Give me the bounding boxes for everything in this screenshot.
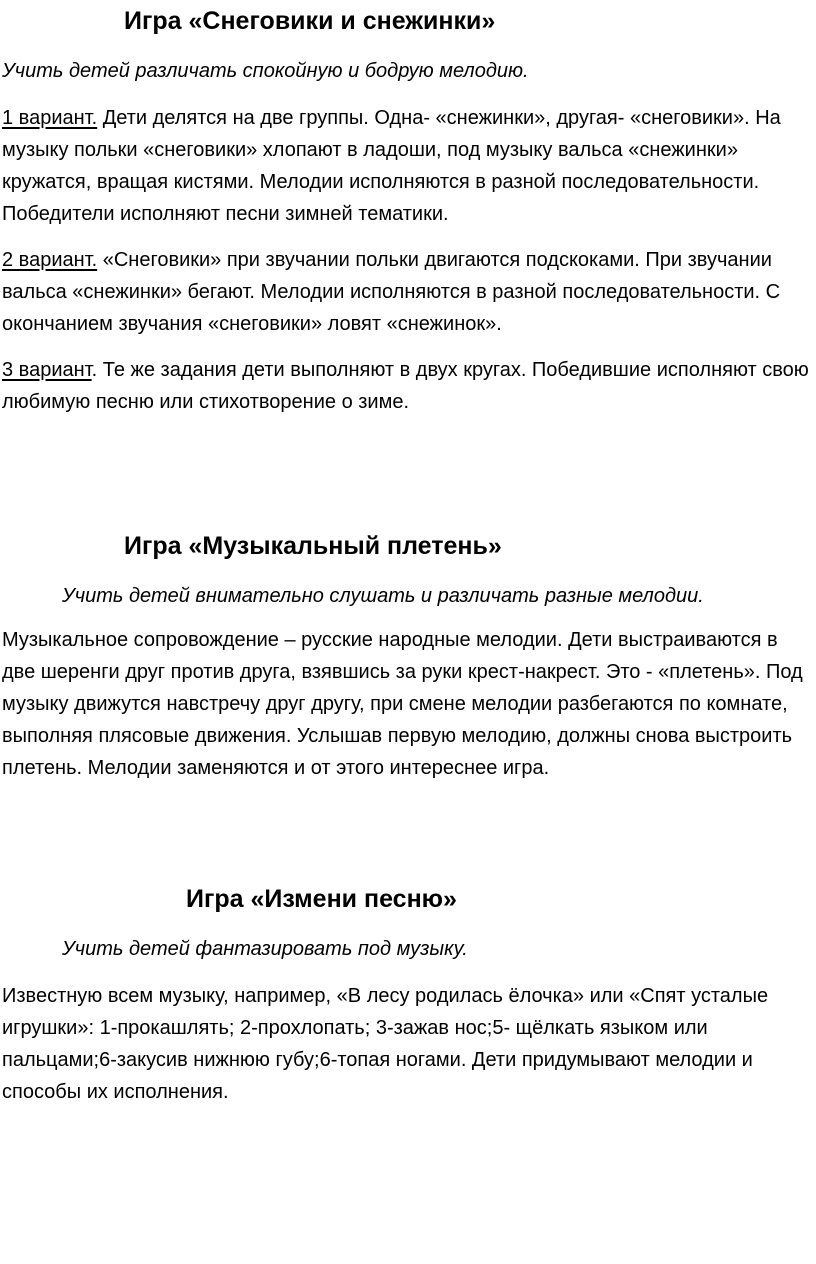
variant3-text: . Те же задания дети выполняют в двух кругах. Победившие исполняют свою любимую песню или стихотворение о зиме.: [2, 359, 809, 413]
game1-variant1: [2, 102, 814, 230]
variant3-label: 3 вариант: [2, 359, 92, 381]
variant2-label: 2 вариант.: [2, 249, 98, 271]
game3-description: Известную всем музыку, например, «В лесу родилась ёлочка» или «Спят усталые игрушки»: 1-прокашлять; 2-прохлопать; 3-зажав нос;5- щёлкать языком или пальцами;6-закусив нижнюю губу;6-топая ногами. Дети придумывают мелодии и способы их исполнения.: [2, 985, 769, 1103]
game2-description: Музыкальное сопровождение – русские народные мелодии. Дети выстраиваются в две шеренги друг против друга, взявшись за руки крест-накрест. Это - «плетень». Под музыку движутся навстречу друг другу, при смене мелодии разбегаются по комнате, выполняя плясовые движения. Услышав первую мелодию, должны снова выстроить плетень. Мелодии заменяются и от этого интереснее игра.: [2, 629, 803, 779]
variant1-text: Дети делятся на две группы. Одна- «снежинки», другая- «снеговики». На музыку польки «снеговики» хлопают в ладоши, под музыку вальса «снежинки» кружатся, вращая кистями. Мелодии исполняются в разной последовательности. Победители исполняют песни зимней тематики.: [2, 107, 781, 225]
game1-title: Игра «Снеговики и снежинки»: [124, 7, 496, 35]
game3-goal: Учить детей фантазировать под музыку.: [62, 938, 468, 960]
game1-variant2: [2, 244, 814, 340]
game2-title: Игра «Музыкальный плетень»: [124, 532, 502, 560]
game1-goal: Учить детей различать спокойную и бодрую мелодию.: [2, 60, 529, 82]
game1-variant3: [2, 354, 814, 418]
game3-title: Игра «Измени песню»: [186, 885, 457, 913]
variant2-text: «Снеговики» при звучании польки двигаются подскоками. При звучании вальса «снежинки» бегают. Мелодии исполняются в разной последовательности. С окончанием звучания «снеговики» ловят «снежинок».: [2, 249, 781, 335]
game2-goal: Учить детей внимательно слушать и различать разные мелодии.: [62, 585, 704, 607]
variant1-label: 1 вариант.: [2, 107, 98, 129]
